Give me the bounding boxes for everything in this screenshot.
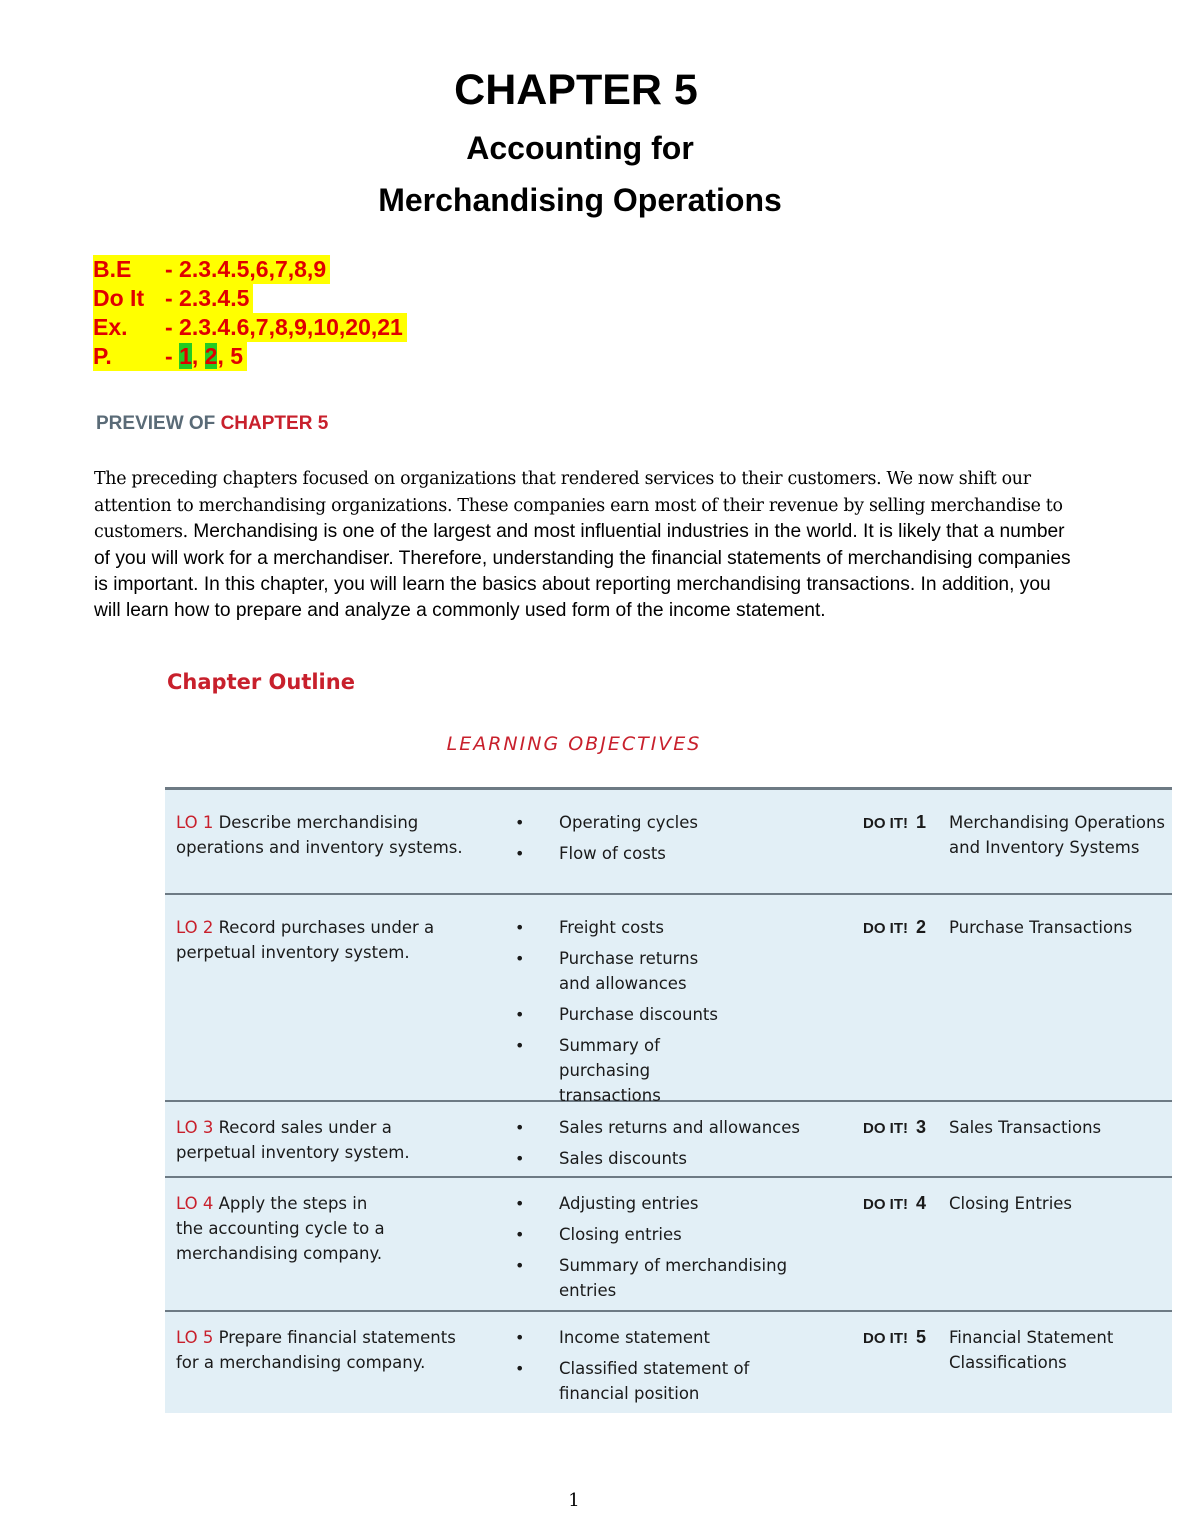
preview-heading-gray: PREVIEW OF [96,413,221,434]
do-it-label: DO IT! [863,920,908,937]
topics-cell [515,1325,815,1412]
list-item: • Operating cycles [515,810,815,835]
list-item: • Flow of costs [515,841,815,866]
list-item: • Sales returns and allowances [515,1115,815,1140]
bullet-icon: • [515,1328,525,1347]
page-number: 1 [568,1490,580,1511]
chapter-subtitle-line2: Merchandising Operations [378,182,782,218]
list-item: • Purchase discounts [515,1002,815,1027]
do-it-label: DO IT! [863,1120,908,1137]
assignment-highlight-1: 1 [179,343,192,369]
list-item: • Classified statement of financial position [515,1356,789,1406]
list-item: • Freight costs [515,915,815,940]
lo-tag: LO 3 [176,1118,214,1137]
topics-cell [515,1191,815,1309]
lo-tag: LO 2 [176,918,214,937]
assignment-value: - 2.3.4.5 [165,285,250,311]
list-item: • Income statement [515,1325,815,1350]
do-it-number: 3 [916,1117,927,1137]
objective-cell [176,810,476,860]
preview-text-serif: The preceding chapters focused on organizations that rendered services to their customers. We now shift our attention to merchandising organizations. These companies earn most of their revenue by selling merchandise to customers. [94,469,1063,543]
do-it-cell [863,915,1173,941]
objective-cell [176,1325,466,1375]
do-it-text: Financial Statement Classifications [949,1328,1114,1372]
assignment-value: - 2.3.4.6,7,8,9,10,20,21 [165,314,403,340]
objective-cell [176,915,476,965]
assignment-prefix: - [165,343,180,369]
do-it-cell [863,1191,1173,1217]
preview-paragraph [94,466,1074,623]
topics-cell [515,915,815,1114]
objective-text: Record purchases under a perpetual inventory system. [176,918,435,962]
list-item: • Closing entries [515,1222,815,1247]
bullet-icon: • [515,813,525,832]
do-it-text: Sales Transactions [949,1118,1102,1137]
lo-tag: LO 1 [176,813,214,832]
chapter-title: CHAPTER 5 [454,66,698,114]
objective-text: Describe merchandising operations and inventory systems. [176,813,463,857]
bullet-icon: • [515,1225,525,1244]
list-item: • Sales discounts [515,1146,815,1171]
objective-text: Record sales under a perpetual inventory system. [176,1118,410,1162]
table-row [165,1102,1172,1178]
assignment-value: - 2.3.4.5,6,7,8,9 [165,256,327,282]
topics-cell [515,810,815,872]
assignment-highlight-2: 2 [204,343,218,369]
assignment-label: Ex. [93,314,128,340]
bullet-icon: • [515,1256,525,1275]
learning-objectives-heading: LEARNING OBJECTIVES [446,733,702,755]
table-row [165,895,1172,1105]
list-item: • Summary of merchandising entries [515,1253,819,1303]
list-item: • Purchase returns and allowances [515,946,709,996]
assignment-ex [93,313,407,342]
assignment-do-it [93,284,407,313]
chapter-subtitle-line1: Accounting for [466,130,694,166]
bullet-icon: • [515,1149,525,1168]
bullet-icon: • [515,1118,525,1137]
preview-text-sans: Merchandising is one of the largest and most influential industries in the world. It is likely that a number of you will work for a merchandiser. Therefore, understanding the financial statements of merchandising companies is important. In this chapter, you will learn the basics about reporting merchandising transactions. In addition, you will learn how to prepare and analyze a commonly used form of the income statement. [94,521,1071,621]
topics-cell [515,1115,815,1177]
objective-cell [176,1115,476,1165]
objective-cell [176,1191,396,1266]
objective-text: Apply the steps in the accounting cycle to a merchandising company. [176,1194,385,1263]
table-row [165,790,1172,895]
do-it-number: 1 [916,812,927,832]
do-it-cell [863,1115,1173,1141]
table-row [165,1312,1172,1413]
learning-objectives-table [165,787,1172,1413]
do-it-cell [863,810,1173,860]
do-it-text: Purchase Transactions [949,918,1133,937]
bullet-icon: • [515,1359,525,1378]
bullet-icon: • [515,1036,525,1055]
do-it-label: DO IT! [863,1196,908,1213]
assignment-list [93,255,407,371]
assignment-p [93,342,407,371]
lo-tag: LO 4 [176,1194,214,1213]
do-it-number: 5 [916,1327,927,1347]
list-item: • Adjusting entries [515,1191,815,1216]
assignment-label: Do It [93,285,145,311]
preview-heading [96,413,328,435]
do-it-number: 4 [916,1193,927,1213]
do-it-label: DO IT! [863,815,908,832]
assignment-rest: , 5 [217,343,244,369]
lo-tag: LO 5 [176,1328,214,1347]
do-it-cell [863,1325,1173,1375]
assignment-be [93,255,407,284]
table-row [165,1178,1172,1312]
do-it-text: Merchandising Operations and Inventory Systems [949,813,1166,857]
assignment-label: P. [93,343,112,369]
objective-text: Prepare financial statements for a merchandising company. [176,1328,456,1372]
assignment-label: B.E [93,256,132,282]
bullet-icon: • [515,844,525,863]
do-it-text: Closing Entries [949,1194,1073,1213]
assignment-separator: , [191,343,205,369]
bullet-icon: • [515,918,525,937]
do-it-number: 2 [916,917,927,937]
bullet-icon: • [515,949,525,968]
do-it-label: DO IT! [863,1330,908,1347]
bullet-icon: • [515,1005,525,1024]
bullet-icon: • [515,1194,525,1213]
chapter-outline-heading: Chapter Outline [167,670,355,694]
list-item: • Summary of purchasing transactions [515,1033,669,1108]
preview-heading-red: CHAPTER 5 [220,413,329,434]
